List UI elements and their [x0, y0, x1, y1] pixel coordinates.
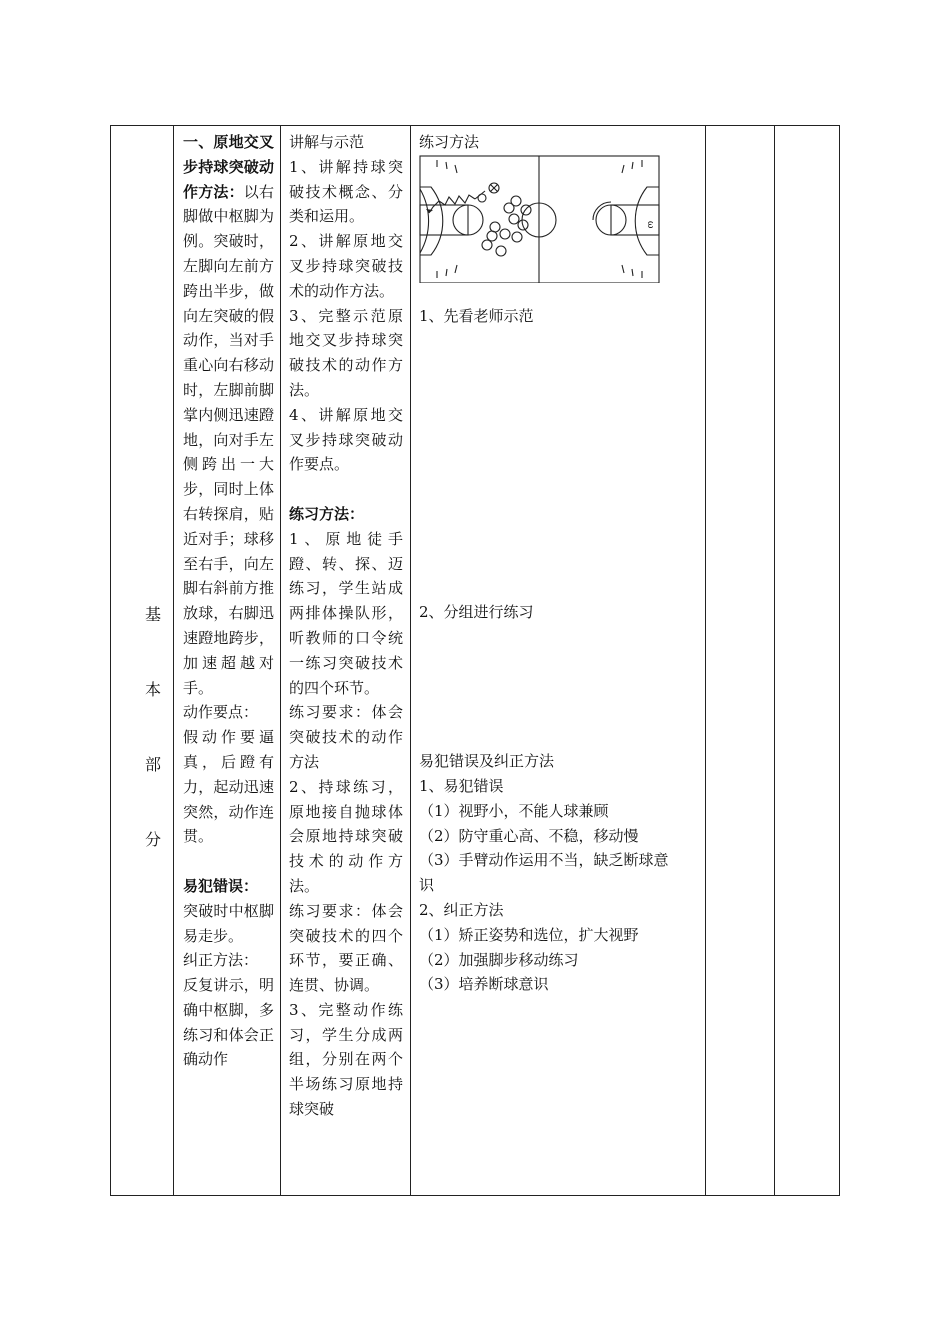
practice-requirement: 练习要求：体会突破技术的动作方法	[289, 703, 403, 771]
court-tick	[446, 269, 447, 276]
player-marker	[512, 232, 522, 242]
player-marker	[490, 222, 500, 232]
court-tick	[622, 265, 624, 273]
court-tick	[455, 265, 457, 273]
section-label-char: 分	[144, 830, 161, 849]
technique-title: 一、原地交叉步持球突破动作方法：	[183, 133, 274, 201]
player-marker	[482, 240, 492, 250]
common-errors-label: 易犯错误：	[183, 876, 259, 895]
errors-title: 易犯错误及纠正方法	[419, 752, 555, 771]
column-divider	[705, 126, 706, 1195]
teaching-content	[289, 130, 403, 1122]
court-diagram-wrap	[419, 155, 704, 279]
error-item: （3）手臂动作运用不当，缺乏断球意	[419, 851, 669, 870]
fix-item: （3）培养断球意识	[419, 975, 549, 994]
key-points-label: 动作要点：	[183, 703, 259, 722]
error-item: （1）视野小，不能人球兼顾	[419, 801, 609, 820]
teaching-step: 3、完整示范原地交叉步持球突破技术的动作方法。	[289, 306, 403, 399]
teaching-step: 2、讲解原地交叉步持球突破技术的动作方法。	[289, 232, 403, 300]
court-tick	[632, 269, 633, 276]
section-label-char: 基	[144, 605, 161, 624]
correction-text: 反复讲示，明确中枢脚，多练习和体会正确动作	[183, 976, 274, 1069]
spacer	[419, 625, 704, 749]
common-errors-text: 突破时中枢脚易走步。	[183, 901, 274, 945]
basketball-court-diagram	[419, 155, 661, 283]
player-marker	[509, 214, 519, 224]
fix-item: （2）加强脚步移动练习	[419, 950, 579, 969]
column-divider	[280, 126, 281, 1195]
student-content	[419, 130, 704, 997]
fix-item: （1）矫正姿势和选位，扩大视野	[419, 925, 639, 944]
court-tick	[446, 162, 447, 169]
error-item-continued: 识	[419, 876, 435, 895]
technique-method: 以右脚做中枢脚为例。突破时，左脚向左前方跨出半步，做向左突破的假动作，当对手重心向右移动时，左脚前脚掌内侧迅速蹬地，向对手左侧跨出一大步，同时上体右转探肩，贴近对手；球移至右手，向左脚右斜前方推放球，右脚迅速蹬地跨步，加速超越对手。	[183, 182, 274, 697]
practice-step: 2、持球练习，原地接自抛球体会原地持球突破技术的动作方法。	[289, 777, 403, 895]
left-three-point-line	[420, 187, 443, 255]
teaching-step: 4、讲解原地交叉步持球突破动作要点。	[289, 405, 403, 474]
group-step: 2、分组进行练习	[419, 603, 534, 622]
column-divider	[173, 126, 174, 1195]
lesson-table	[110, 125, 840, 1196]
section-label-char: 部	[144, 755, 161, 774]
technique-content	[183, 130, 274, 1072]
player-marker	[521, 205, 531, 215]
spacer	[289, 477, 403, 502]
practice-step: 3、完整动作练习，学生分成两组，分别在两个半场练习原地持球突破	[289, 1000, 403, 1119]
key-points-text: 假动作要逼真，后蹬有力，起动迅速突然，动作连贯。	[183, 728, 274, 846]
error-item: （2）防守重心高、不稳，移动慢	[419, 826, 639, 845]
column-divider	[410, 126, 411, 1195]
court-tick	[455, 165, 457, 173]
teaching-step: 1、讲解持球突破技术概念、分类和运用。	[289, 157, 403, 226]
practice-methods-label: 练习方法：	[289, 504, 365, 523]
practice-step: 1、原地徒手蹬、转、探、迈练习，学生站成两排体操队形，听教师的口令统一练习突破技术的四个环节。	[289, 529, 403, 697]
player-marker	[496, 246, 506, 256]
player-marker	[504, 203, 514, 213]
pass-line	[475, 191, 485, 199]
section-label-char: 本	[144, 680, 161, 699]
spacer	[419, 328, 704, 600]
fix-subtitle: 2、纠正方法	[419, 900, 504, 919]
left-three-point-arc	[420, 189, 429, 253]
arrow-icon	[426, 209, 433, 213]
practice-requirement: 练习要求：体会突破技术的四个环节，要正确、连贯、协调。	[289, 901, 403, 995]
spacer	[183, 849, 274, 874]
teaching-heading: 讲解与示范	[289, 133, 365, 151]
column-divider	[774, 126, 775, 1195]
court-tick	[622, 165, 624, 173]
correction-label: 纠正方法：	[183, 951, 259, 970]
demo-step: 1、先看老师示范	[419, 306, 534, 325]
court-mark: ω	[645, 220, 655, 229]
player-marker	[500, 229, 510, 239]
court-tick	[632, 162, 633, 169]
practice-heading: 练习方法	[419, 133, 480, 151]
errors-subtitle: 1、易犯错误	[419, 776, 504, 795]
